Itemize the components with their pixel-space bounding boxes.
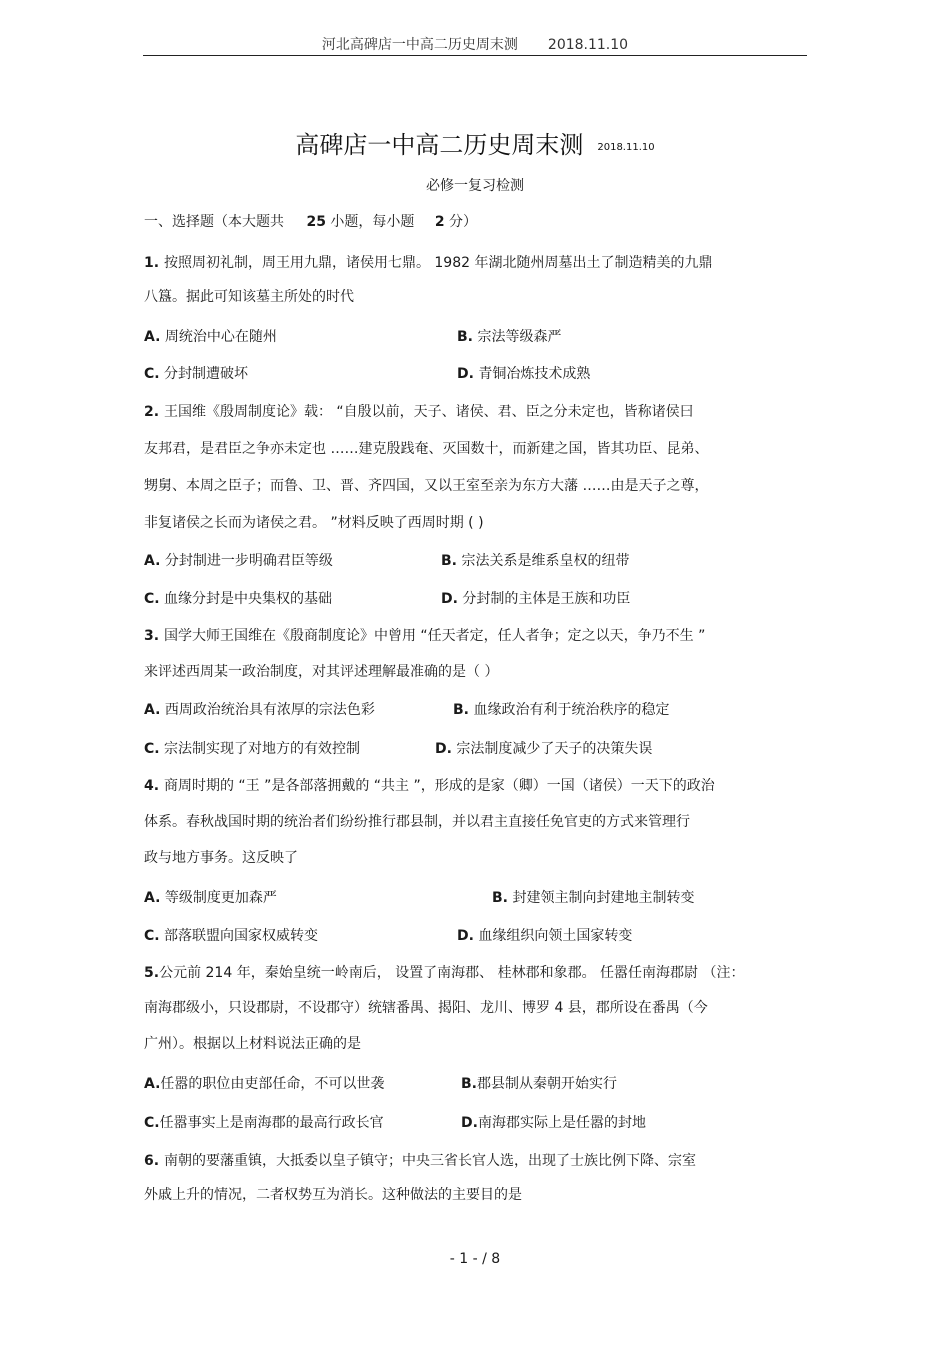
page-subtitle: 必修一复习检测 — [426, 178, 524, 194]
question-6-line-2: 外戚上升的情况，二者权势互为消长。这种做法的主要目的是 — [144, 1187, 522, 1203]
header-rule — [143, 55, 807, 56]
question-2-line-4: 非复诸侯之长而为诸侯之君。 ”材料反映了西周时期 ( ) — [144, 515, 484, 531]
question-6-line-1: 6. 南朝的要藩重镇，大抵委以皇子镇守；中央三省长官人选，出现了士族比例下降、宗室 — [144, 1153, 696, 1169]
question-1-option-a: A. 周统治中心在随州 — [144, 329, 277, 345]
page-number: - 1 - / 8 — [449, 1251, 501, 1267]
question-5-option-a: A.任嚣的职位由吏部任命，不可以世袭 — [144, 1076, 385, 1092]
question-1-line-1: 1. 按照周初礼制，周王用九鼎，诸侯用七鼎。 1982 年湖北随州周墓出土了制造精美的九鼎 — [144, 255, 713, 271]
title-date: 2018.11.10 — [597, 142, 655, 153]
page-header — [0, 34, 950, 54]
question-2-option-a: A. 分封制进一步明确君臣等级 — [144, 553, 333, 569]
title-main: 高碑店一中高二历史周末测 — [295, 131, 584, 159]
question-2-line-3: 甥舅、本周之臣子；而鲁、卫、晋、齐四国，又以王室至亲为东方大藩 ……由是天子之尊， — [144, 478, 709, 494]
question-4-option-d: D. 血缘组织向领土国家转变 — [457, 928, 633, 944]
section-heading: 一、选择题（本大题共 25 小题，每小题 2 分） — [144, 214, 478, 230]
question-5-line-1: 5.公元前 214 年，秦始皇统一岭南后， 设置了南海郡、 桂林郡和象郡。 任嚣任南海郡尉 （注： — [144, 965, 745, 981]
question-1-option-d: D. 青铜冶炼技术成熟 — [457, 366, 591, 382]
question-4-line-2: 体系。春秋战国时期的统治者们纷纷推行郡县制，并以君主直接任免官吏的方式来管理行 — [144, 814, 690, 830]
question-2-line-1: 2. 王国维《殷周制度论》载： “自殷以前，天子、诸侯、君、臣之分未定也，皆称诸侯曰 — [144, 404, 694, 420]
question-3-line-2: 来评述西周某一政治制度，对其评述理解最准确的是（ ） — [144, 664, 499, 680]
question-5-option-d: D.南海郡实际上是任嚣的封地 — [461, 1115, 646, 1131]
question-1-option-b: B. 宗法等级森严 — [457, 329, 562, 345]
question-2-option-c: C. 血缘分封是中央集权的基础 — [144, 591, 333, 607]
question-5-line-3: 广州）。根据以上材料说法正确的是 — [144, 1036, 361, 1052]
question-5-option-b: B.郡县制从秦朝开始实行 — [461, 1076, 617, 1092]
question-4-line-3: 政与地方事务。这反映了 — [144, 850, 298, 866]
header-text: 河北高碑店一中高二历史周末测 — [321, 37, 518, 53]
question-2-option-b: B. 宗法关系是维系皇权的纽带 — [441, 553, 630, 569]
question-3-option-a: A. 西周政治统治具有浓厚的宗法色彩 — [144, 702, 375, 718]
question-1-line-2: 八簋。据此可知该墓主所处的时代 — [144, 289, 354, 305]
question-5-option-c: C.任嚣事实上是南海郡的最高行政长官 — [144, 1115, 384, 1131]
question-2-option-d: D. 分封制的主体是王族和功臣 — [441, 591, 631, 607]
header-date: 2018.11.10 — [547, 37, 629, 53]
question-1-option-c: C. 分封制遭破坏 — [144, 366, 249, 382]
question-4-option-c: C. 部落联盟向国家权威转变 — [144, 928, 319, 944]
question-3-line-1: 3. 国学大师王国维在《殷商制度论》中曾用 “任天者定，任人者争；定之以天，争乃不生 ” — [144, 628, 706, 644]
question-2-line-2: 友邦君，是君臣之争亦未定也 ……建克殷践奄、灭国数十，而新建之国，皆其功臣、昆弟、 — [144, 441, 709, 457]
question-5-line-2: 南海郡级小，只设郡尉，不设郡守）统辖番禺、揭阳、龙川、博罗 4 县，郡所设在番禺（今 — [144, 1000, 708, 1016]
question-3-option-d: D. 宗法制度减少了天子的决策失误 — [435, 741, 653, 757]
question-4-line-1: 4. 商周时期的 “王 ”是各部落拥戴的 “共主 ”，形成的是家（卿）一国（诸侯）一天下的政治 — [144, 778, 715, 794]
question-3-option-c: C. 宗法制实现了对地方的有效控制 — [144, 741, 361, 757]
question-3-option-b: B. 血缘政治有利于统治秩序的稳定 — [453, 702, 670, 718]
question-4-option-a: A. 等级制度更加森严 — [144, 890, 277, 906]
page-title — [0, 125, 950, 160]
question-4-option-b: B. 封建领主制向封建地主制转变 — [492, 890, 695, 906]
